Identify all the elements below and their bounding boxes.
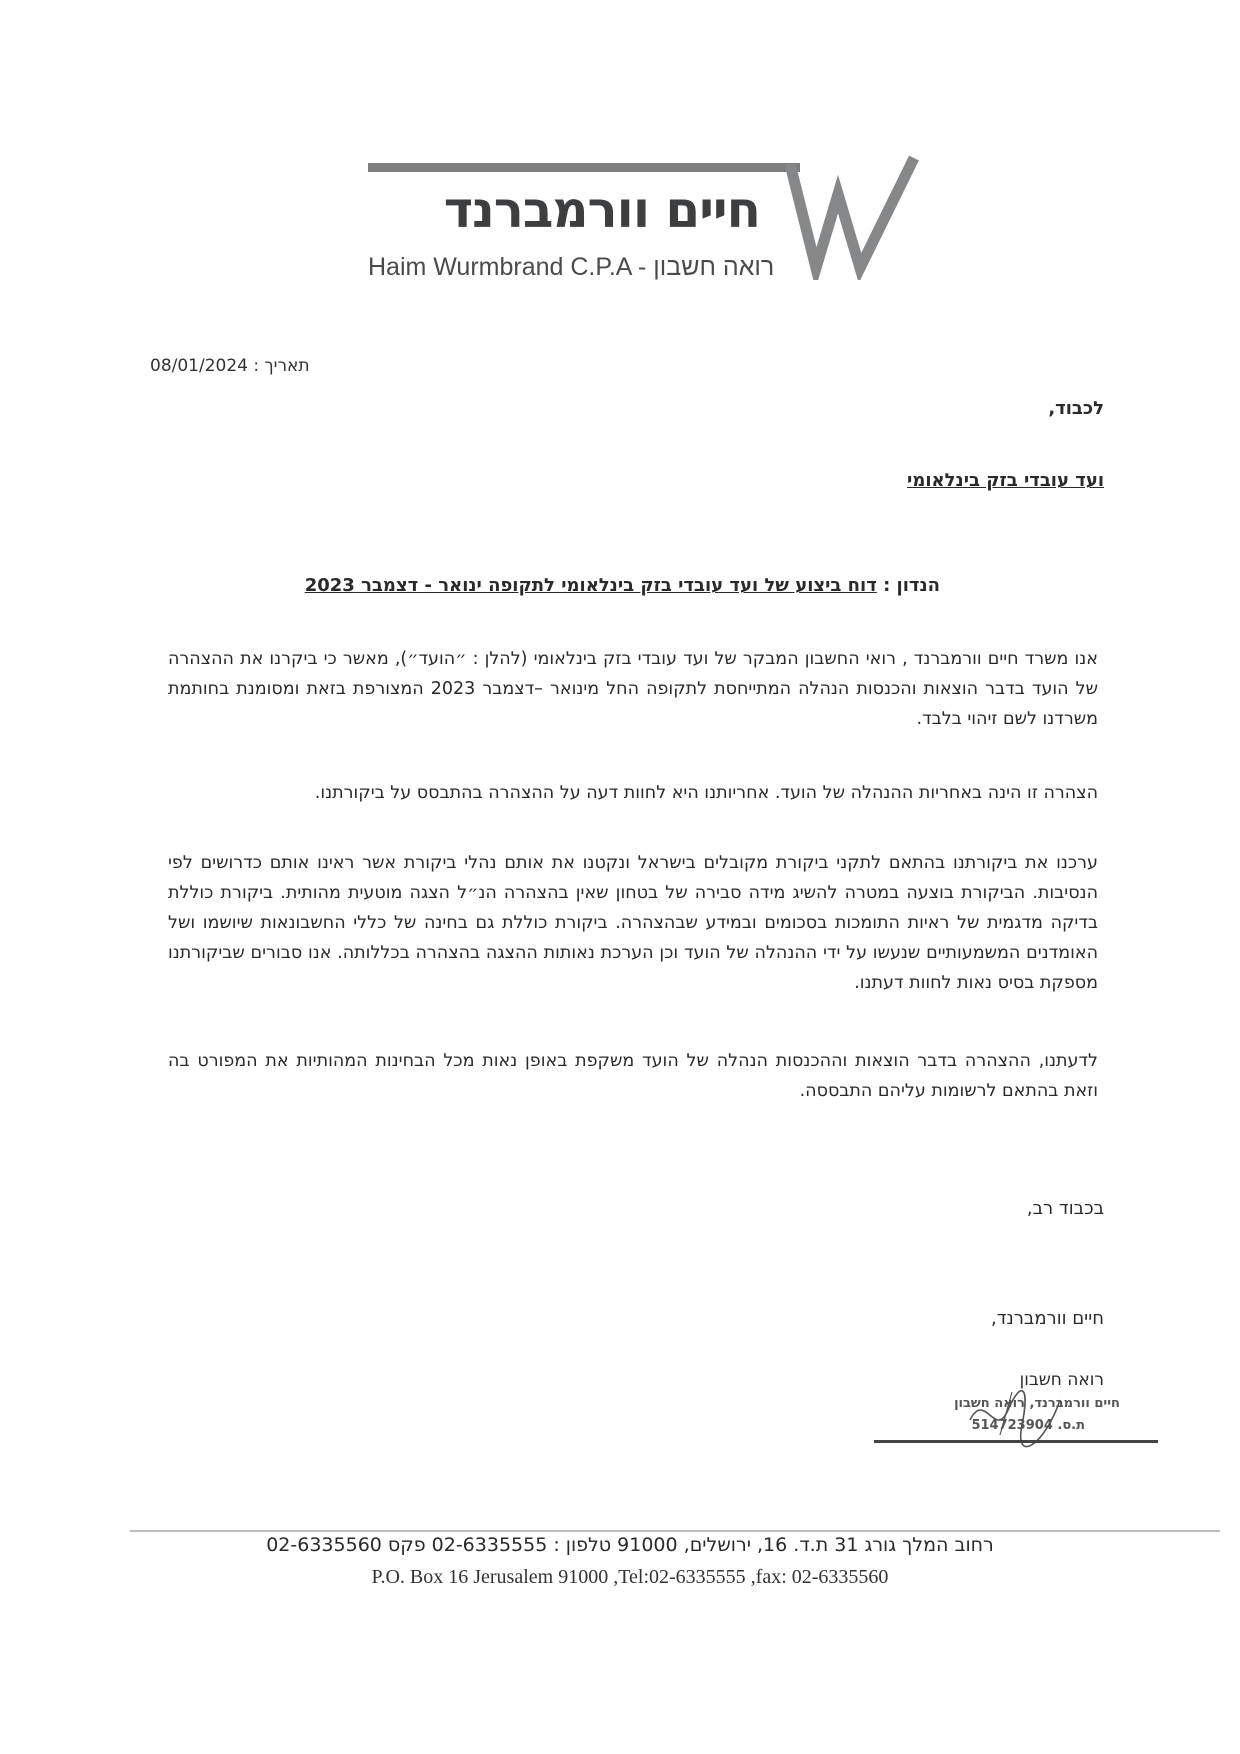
firm-name-logo: חיים וורמברנד (443, 181, 760, 239)
greeting: לכבוד, (1048, 398, 1104, 419)
closing: בכבוד רב, (1026, 1198, 1104, 1219)
footer-divider (130, 1530, 1220, 1532)
paragraph-2: הצהרה זו הינה באחריות ההנהלה של הועד. אחריותנו היא לחוות דעה על ההצהרה בהתבסס על ביקורתנו. (314, 783, 1098, 803)
subject-text: דוח ביצוע של ועד עובדי בזק בינלאומי לתקופה ינואר - דצמבר 2023 (304, 575, 877, 596)
subject-line (300, 572, 940, 600)
paragraph-4: לדעתנו, ההצהרה בדבר הוצאות וההכנסות הנהלה של הועד משקפת באופן נאות מכל הבחינות המהותיות את המפורט בה וזאת בהתאם לרשומות עליהם התבססה. (168, 1051, 1098, 1101)
signature-title: רואה חשבון (1019, 1370, 1104, 1390)
date-line: תאריך : 08/01/2024 (150, 356, 310, 376)
firm-subtitle: Haim Wurmbrand C.P.A - רואה חשבון (368, 253, 775, 281)
w-logo-icon (782, 150, 922, 280)
recipient: ועד עובדי בזק בינלאומי (907, 470, 1104, 491)
footer-address-hebrew: רחוב המלך גורג 31 ת.ד. 16, ירושלים, 91000 טלפון : 02-6335555 פקס 02-6335560 (266, 1534, 994, 1556)
signer-name: חיים וורמברנד, (991, 1308, 1104, 1329)
subject-prefix: הנדון : (876, 575, 940, 596)
signature-line (874, 1440, 1158, 1443)
paragraph-1: אנו משרד חיים וורמברנד , רואי החשבון המבקר של ועד עובדי בזק בינלאומי (להלן : ״הועד״), מאשר כי ביקרנו את ההצהרה של הועד בדבר הוצאות והכנסות הנהלה המתייחסת לתקופה החל מינואר –דצמבר 2023 המצורפת בזאת ומסומנת בחותמת משרדנו לשם זיהוי בלבד. (168, 649, 1098, 729)
footer-address-english: P.O. Box 16 Jerusalem 91000 ,Tel:02-6335555 ,fax: 02-6335560 (371, 1566, 889, 1588)
stamp-id: ת.ס. 514723904 (971, 1418, 1085, 1433)
logo-bar (368, 163, 800, 172)
stamp-name: חיים וורמברנד, רואה חשבון (954, 1396, 1120, 1411)
paragraph-3: ערכנו את ביקורתנו בהתאם לתקני ביקורת מקובלים בישראל ונקטנו את אותם נהלי ביקורת אשר ראינו אותם כדרושים לפי הנסיבות. הביקורת בוצעה במטרה להשיג מידה סבירה של בטחון שאין בהצהרה הנ״ל הצגה מוטעית מהותית. ביקורת כוללת בדיקה מדגמית של ראיות התומכות בסכומים ובמידע שבהצהרה. ביקורת כוללת גם בחינה של כללי החשבונאות שיושמו ושל האומדנים המשמעותיים שנעשו על ידי ההנהלה של הועד וכן הערכת נאותות ההצגה בהצהרה בכללותה. אנו סבורים שביקורתנו מספקת בסיס נאות לחוות דעתנו. (168, 853, 1098, 993)
